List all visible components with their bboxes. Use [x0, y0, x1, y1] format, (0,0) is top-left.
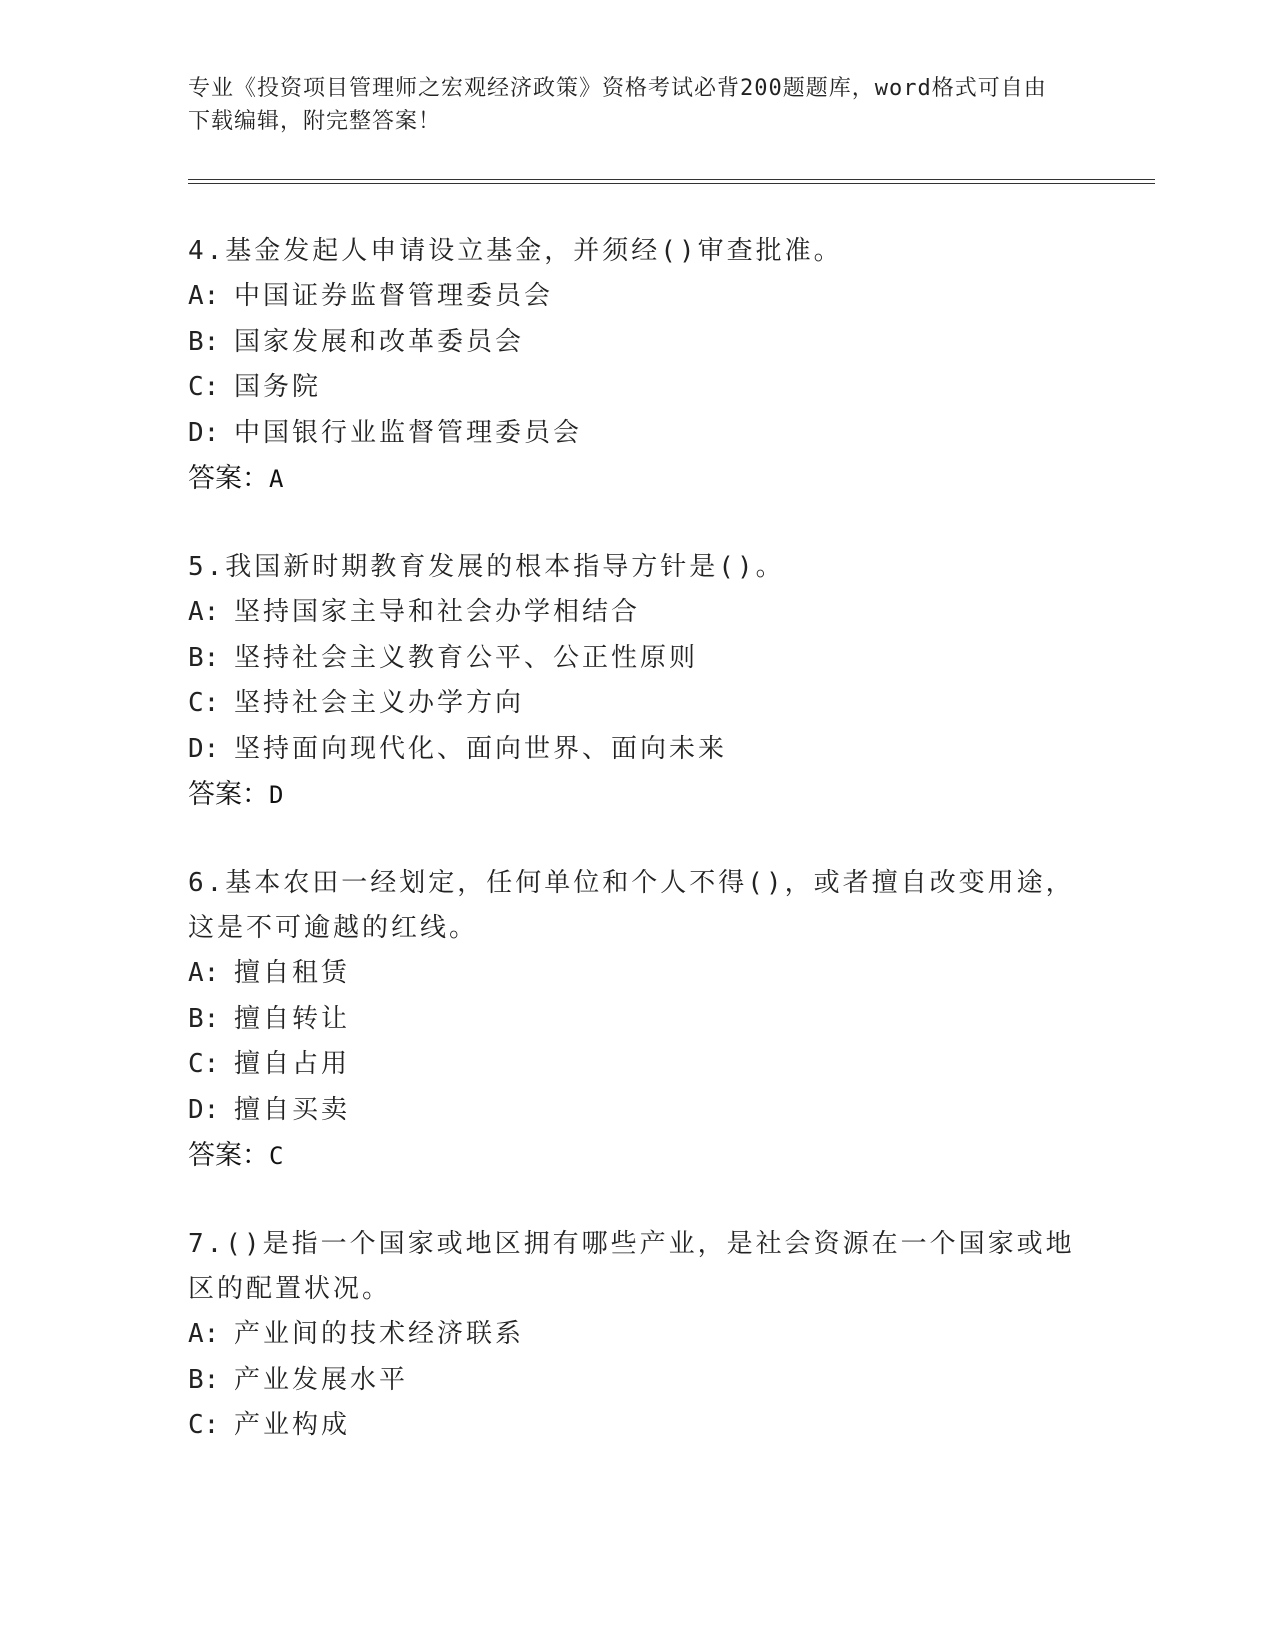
option-d [188, 1088, 1088, 1134]
option-letter: D: [188, 1094, 220, 1125]
answer-label: 答案： [188, 779, 269, 809]
option-c [188, 681, 1088, 727]
option-letter: D: [188, 417, 220, 448]
answer-line [188, 456, 1088, 502]
option-letter: B: [188, 326, 220, 357]
option-letter: A: [188, 1319, 220, 1349]
answer-value: A [269, 465, 284, 493]
option-c [188, 1403, 1088, 1449]
option-letter: D: [188, 733, 220, 764]
option-text: 擅自转让 [234, 1003, 351, 1034]
option-b [188, 320, 1088, 366]
option-letter: C: [188, 688, 220, 718]
question-5 [188, 545, 1088, 818]
question-text: 6.基本农田一经划定，任何单位和个人不得()，或者擅自改变用途，这是不可逾越的红线。 [188, 868, 1075, 943]
option-letter: C: [188, 1410, 220, 1440]
option-text: 产业构成 [234, 1410, 351, 1440]
option-letter: C: [188, 1049, 220, 1079]
option-text: 坚持社会主义办学方向 [234, 688, 525, 718]
option-text: 中国银行业监督管理委员会 [234, 417, 583, 448]
answer-line [188, 772, 1088, 818]
document-intro: 专业《投资项目管理师之宏观经济政策》资格考试必背200题题库，word格式可自由下载编辑，附完整答案！ [188, 76, 1047, 134]
option-b [188, 1358, 1088, 1404]
option-letter: B: [188, 642, 220, 673]
question-text: 4.基金发起人申请设立基金，并须经()审查批准。 [188, 236, 843, 266]
option-c [188, 365, 1088, 411]
option-letter: B: [188, 1003, 220, 1034]
option-text: 坚持国家主导和社会办学相结合 [234, 597, 641, 627]
option-text: 产业间的技术经济联系 [234, 1319, 525, 1349]
option-letter: B: [188, 1364, 220, 1395]
option-a [188, 1312, 1088, 1358]
answer-value: D [269, 781, 284, 809]
header-divider-bottom [188, 183, 1155, 184]
option-a [188, 274, 1088, 320]
option-text: 中国证券监督管理委员会 [234, 281, 554, 311]
header-divider-top [188, 179, 1155, 180]
option-text: 擅自租赁 [234, 958, 351, 988]
option-c [188, 1042, 1088, 1088]
answer-label: 答案： [188, 1140, 269, 1170]
option-b [188, 997, 1088, 1043]
option-text: 擅自占用 [234, 1049, 351, 1079]
option-text: 国家发展和改革委员会 [234, 326, 525, 357]
option-text: 国务院 [234, 372, 322, 402]
answer-label: 答案： [188, 463, 269, 493]
question-text: 7.()是指一个国家或地区拥有哪些产业，是社会资源在一个国家或地区的配置状况。 [188, 1229, 1075, 1304]
option-text: 擅自买卖 [234, 1094, 351, 1125]
option-text: 坚持面向现代化、面向世界、面向未来 [234, 733, 728, 764]
question-6 [188, 861, 1088, 1179]
option-d [188, 411, 1088, 457]
option-b [188, 636, 1088, 682]
option-letter: C: [188, 372, 220, 402]
option-text: 产业发展水平 [234, 1364, 409, 1395]
option-a [188, 951, 1088, 997]
option-text: 坚持社会主义教育公平、公正性原则 [234, 642, 699, 673]
answer-value: C [269, 1142, 284, 1170]
option-a [188, 590, 1088, 636]
option-d [188, 727, 1088, 773]
option-letter: A: [188, 958, 220, 988]
question-7 [188, 1222, 1088, 1449]
question-text: 5.我国新时期教育发展的根本指导方针是()。 [188, 552, 785, 582]
option-letter: A: [188, 597, 220, 627]
option-letter: A: [188, 281, 220, 311]
answer-line [188, 1133, 1088, 1179]
question-4 [188, 229, 1088, 502]
